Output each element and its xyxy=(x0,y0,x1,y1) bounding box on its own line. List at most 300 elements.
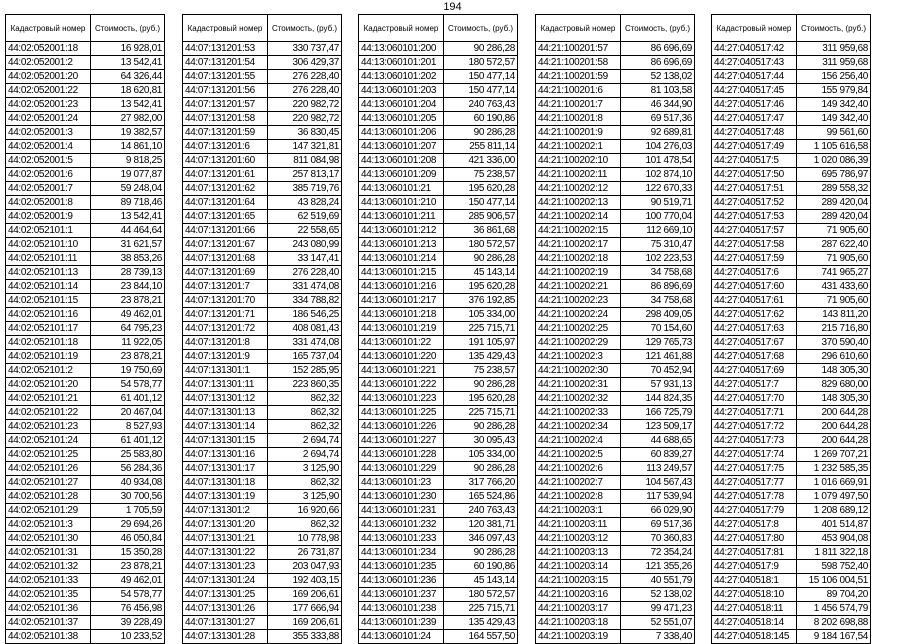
cadastral-number: 44:27:040517:68 xyxy=(712,350,797,364)
table-row xyxy=(6,532,165,546)
table-row xyxy=(183,112,342,126)
cost-value: 220 982,72 xyxy=(268,112,342,126)
table-row xyxy=(6,210,165,224)
cost-value: 90 286,28 xyxy=(444,462,518,476)
table-row xyxy=(359,154,518,168)
cost-value: 1 208 689,12 xyxy=(797,504,871,518)
cost-value: 101 478,54 xyxy=(621,154,695,168)
cadastral-number: 44:13:060101:214 xyxy=(359,252,444,266)
cadastral-number: 44:27:040517:58 xyxy=(712,238,797,252)
cadastral-number: 44:27:040518:1 xyxy=(712,574,797,588)
cadastral-number: 44:27:040517:70 xyxy=(712,392,797,406)
cadastral-number: 44:13:060101:212 xyxy=(359,224,444,238)
table-row xyxy=(536,98,695,112)
cost-value: 57 931,13 xyxy=(621,378,695,392)
cost-value: 39 228,49 xyxy=(91,616,165,630)
cost-value: 92 689,81 xyxy=(621,126,695,140)
cadastral-number: 44:02:052001:2 xyxy=(6,56,91,70)
cost-value: 45 143,14 xyxy=(444,574,518,588)
table-row xyxy=(359,630,518,644)
cost-value: 13 542,41 xyxy=(91,210,165,224)
cost-value: 408 081,43 xyxy=(268,322,342,336)
cadastral-number: 44:27:040518:14 xyxy=(712,616,797,630)
cadastral-number: 44:07:131301:2 xyxy=(183,504,268,518)
cadastral-number: 44:21:100203:19 xyxy=(536,630,621,644)
table-header xyxy=(536,15,695,42)
cadastral-number: 44:21:100201:8 xyxy=(536,112,621,126)
cost-value: 376 192,85 xyxy=(444,294,518,308)
cost-value: 11 922,05 xyxy=(91,336,165,350)
cost-value: 76 456,98 xyxy=(91,602,165,616)
cadastral-number: 44:27:040517:62 xyxy=(712,308,797,322)
cadastral-number: 44:27:040518:10 xyxy=(712,588,797,602)
cadastral-number: 44:27:040517:53 xyxy=(712,210,797,224)
cost-value: 276 228,40 xyxy=(268,70,342,84)
cadastral-number: 44:13:060101:223 xyxy=(359,392,444,406)
cadastral-number: 44:02:052101:13 xyxy=(6,266,91,280)
cost-value: 60 839,27 xyxy=(621,448,695,462)
table-row xyxy=(359,126,518,140)
table-row xyxy=(6,420,165,434)
cadastral-number: 44:27:040517:44 xyxy=(712,70,797,84)
cadastral-number: 44:21:100201:6 xyxy=(536,84,621,98)
table-row xyxy=(183,56,342,70)
cadastral-number: 44:27:040517:51 xyxy=(712,182,797,196)
cadastral-number: 44:07:131201:64 xyxy=(183,196,268,210)
cost-value: 31 621,57 xyxy=(91,238,165,252)
table-row xyxy=(536,392,695,406)
table-row xyxy=(712,70,871,84)
table-row xyxy=(359,280,518,294)
table-row xyxy=(6,154,165,168)
cadastral-number: 44:02:052101:17 xyxy=(6,322,91,336)
table-row xyxy=(712,546,871,560)
table-row xyxy=(6,224,165,238)
cost-value: 104 567,43 xyxy=(621,476,695,490)
table-row xyxy=(6,476,165,490)
table-row xyxy=(6,574,165,588)
cadastral-number: 44:13:060101:24 xyxy=(359,630,444,644)
cost-value: 75 310,47 xyxy=(621,238,695,252)
cost-value: 829 680,00 xyxy=(797,378,871,392)
cost-value: 3 125,90 xyxy=(268,490,342,504)
table-row xyxy=(183,84,342,98)
table-row xyxy=(183,434,342,448)
cost-value: 104 276,03 xyxy=(621,140,695,154)
cost-value: 144 824,35 xyxy=(621,392,695,406)
cost-value: 10 778,98 xyxy=(268,532,342,546)
cadastral-number: 44:27:040517:52 xyxy=(712,196,797,210)
cost-value: 86 696,69 xyxy=(621,56,695,70)
cadastral-number: 44:07:131201:67 xyxy=(183,238,268,252)
cadastral-number: 44:02:052101:10 xyxy=(6,238,91,252)
table-row xyxy=(359,238,518,252)
cost-value: 23 878,21 xyxy=(91,350,165,364)
table-row xyxy=(712,350,871,364)
cadastral-number: 44:02:052101:32 xyxy=(6,560,91,574)
cadastral-number: 44:13:060101:22 xyxy=(359,336,444,350)
cost-value: 38 853,26 xyxy=(91,252,165,266)
table-row xyxy=(712,504,871,518)
table-row xyxy=(712,266,871,280)
cadastral-number: 44:27:040517:7 xyxy=(712,378,797,392)
table-row xyxy=(712,532,871,546)
cadastral-number: 44:21:100201:57 xyxy=(536,42,621,56)
table-row xyxy=(536,154,695,168)
cadastral-number: 44:27:040517:79 xyxy=(712,504,797,518)
cost-value: 19 750,69 xyxy=(91,364,165,378)
table-row xyxy=(359,168,518,182)
cost-value: 148 305,30 xyxy=(797,392,871,406)
cost-value: 75 238,57 xyxy=(444,168,518,182)
cost-value: 453 904,08 xyxy=(797,532,871,546)
table-row xyxy=(536,448,695,462)
table-row xyxy=(712,280,871,294)
table-row xyxy=(359,574,518,588)
cadastral-number: 44:02:052101:1 xyxy=(6,224,91,238)
cost-value: 225 715,71 xyxy=(444,602,518,616)
cadastral-number: 44:07:131201:59 xyxy=(183,126,268,140)
cadastral-number: 44:21:100202:10 xyxy=(536,154,621,168)
table-row xyxy=(536,518,695,532)
cadastral-number: 44:02:052101:31 xyxy=(6,546,91,560)
table-row xyxy=(536,84,695,98)
cadastral-number: 44:07:131201:72 xyxy=(183,322,268,336)
table-row xyxy=(536,434,695,448)
cadastral-number: 44:02:052001:7 xyxy=(6,182,91,196)
table-row xyxy=(359,406,518,420)
cost-value: 61 401,12 xyxy=(91,392,165,406)
cadastral-number: 44:07:131201:65 xyxy=(183,210,268,224)
cost-value: 13 542,41 xyxy=(91,98,165,112)
cadastral-number: 44:02:052001:3 xyxy=(6,126,91,140)
cadastral-number: 44:07:131201:8 xyxy=(183,336,268,350)
cadastral-number: 44:02:052001:20 xyxy=(6,70,91,84)
table-row xyxy=(359,98,518,112)
cadastral-number: 44:21:100202:15 xyxy=(536,224,621,238)
table-row xyxy=(536,70,695,84)
table-row xyxy=(536,490,695,504)
cadastral-number: 44:13:060101:208 xyxy=(359,154,444,168)
cadastral-number: 44:21:100202:32 xyxy=(536,392,621,406)
table-row xyxy=(6,238,165,252)
table-row xyxy=(712,448,871,462)
table-row xyxy=(712,490,871,504)
cadastral-number: 44:27:040517:81 xyxy=(712,546,797,560)
table-row xyxy=(6,322,165,336)
cadastral-number: 44:07:131301:19 xyxy=(183,490,268,504)
cadastral-number: 44:13:060101:217 xyxy=(359,294,444,308)
cadastral-number: 44:13:060101:237 xyxy=(359,588,444,602)
cost-value: 15 106 004,51 xyxy=(797,574,871,588)
cadastral-number: 44:13:060101:23 xyxy=(359,476,444,490)
cost-value: 317 766,20 xyxy=(444,476,518,490)
table-row xyxy=(359,308,518,322)
table-row xyxy=(183,378,342,392)
cost-table-2 xyxy=(182,14,342,644)
cost-value: 49 462,01 xyxy=(91,574,165,588)
table-row xyxy=(183,448,342,462)
cost-value: 243 080,99 xyxy=(268,238,342,252)
table-row xyxy=(183,476,342,490)
cost-table-1 xyxy=(5,14,165,644)
cost-value: 23 878,21 xyxy=(91,560,165,574)
cadastral-number: 44:07:131301:13 xyxy=(183,406,268,420)
table-row xyxy=(359,616,518,630)
cost-value: 289 420,04 xyxy=(797,210,871,224)
cost-value: 225 715,71 xyxy=(444,406,518,420)
column-header-cost: Стоимость, (руб.) xyxy=(797,15,871,42)
table-row xyxy=(6,504,165,518)
cost-value: 177 666,94 xyxy=(268,602,342,616)
cost-value: 741 965,27 xyxy=(797,266,871,280)
cadastral-number: 44:27:040517:47 xyxy=(712,112,797,126)
cost-value: 811 084,98 xyxy=(268,154,342,168)
cost-value: 1 079 497,50 xyxy=(797,490,871,504)
cadastral-number: 44:21:100201:59 xyxy=(536,70,621,84)
cadastral-number: 44:21:100203:14 xyxy=(536,560,621,574)
cost-value: 862,32 xyxy=(268,406,342,420)
table-row xyxy=(536,560,695,574)
table-row xyxy=(712,42,871,56)
cost-value: 90 286,28 xyxy=(444,252,518,266)
cadastral-number: 44:13:060101:210 xyxy=(359,196,444,210)
table-row xyxy=(183,574,342,588)
cadastral-number: 44:13:060101:222 xyxy=(359,378,444,392)
table-row xyxy=(712,420,871,434)
table-row xyxy=(712,224,871,238)
cost-value: 287 622,40 xyxy=(797,238,871,252)
cadastral-number: 44:21:100202:5 xyxy=(536,448,621,462)
cost-value: 150 477,14 xyxy=(444,84,518,98)
cost-value: 200 644,28 xyxy=(797,434,871,448)
cadastral-number: 44:07:131301:24 xyxy=(183,574,268,588)
table-row xyxy=(183,252,342,266)
cadastral-number: 44:02:052001:4 xyxy=(6,140,91,154)
cost-value: 29 694,26 xyxy=(91,518,165,532)
table-row xyxy=(712,308,871,322)
cost-value: 40 551,79 xyxy=(621,574,695,588)
cadastral-number: 44:21:100202:21 xyxy=(536,280,621,294)
cost-value: 102 223,53 xyxy=(621,252,695,266)
cadastral-number: 44:02:052101:27 xyxy=(6,476,91,490)
cost-value: 385 719,76 xyxy=(268,182,342,196)
table-row xyxy=(183,280,342,294)
cadastral-number: 44:21:100203:13 xyxy=(536,546,621,560)
cadastral-number: 44:27:040518:11 xyxy=(712,602,797,616)
table-row xyxy=(183,182,342,196)
table-row xyxy=(536,406,695,420)
table-header xyxy=(6,15,165,42)
cost-value: 13 542,41 xyxy=(91,56,165,70)
cadastral-number: 44:02:052101:2 xyxy=(6,364,91,378)
table-row xyxy=(183,392,342,406)
table-row xyxy=(359,252,518,266)
table-row xyxy=(6,98,165,112)
cadastral-number: 44:07:131301:11 xyxy=(183,378,268,392)
cost-value: 44 464,64 xyxy=(91,224,165,238)
cost-value: 52 138,02 xyxy=(621,70,695,84)
cost-value: 23 878,21 xyxy=(91,294,165,308)
table-row xyxy=(536,616,695,630)
cadastral-number: 44:02:052001:24 xyxy=(6,112,91,126)
cost-value: 117 539,94 xyxy=(621,490,695,504)
cost-value: 220 982,72 xyxy=(268,98,342,112)
table-row xyxy=(183,532,342,546)
cost-value: 70 360,83 xyxy=(621,532,695,546)
cost-value: 16 920,66 xyxy=(268,504,342,518)
table-row xyxy=(359,336,518,350)
table-row xyxy=(6,294,165,308)
table-row xyxy=(6,560,165,574)
table-row xyxy=(536,126,695,140)
cost-value: 192 403,15 xyxy=(268,574,342,588)
cadastral-number: 44:07:131201:58 xyxy=(183,112,268,126)
cadastral-number: 44:21:100203:12 xyxy=(536,532,621,546)
table-row xyxy=(536,532,695,546)
cost-value: 90 286,28 xyxy=(444,378,518,392)
cost-value: 298 409,05 xyxy=(621,308,695,322)
table-row xyxy=(6,434,165,448)
table-row xyxy=(6,182,165,196)
cost-value: 45 143,14 xyxy=(444,266,518,280)
table-row xyxy=(183,588,342,602)
cost-value: 3 125,90 xyxy=(268,462,342,476)
table-row xyxy=(183,546,342,560)
cadastral-number: 44:27:040517:78 xyxy=(712,490,797,504)
cadastral-number: 44:02:052101:26 xyxy=(6,462,91,476)
cost-value: 8 202 698,88 xyxy=(797,616,871,630)
cadastral-number: 44:21:100202:4 xyxy=(536,434,621,448)
table-row xyxy=(6,308,165,322)
cadastral-number: 44:21:100202:3 xyxy=(536,350,621,364)
cadastral-number: 44:02:052101:18 xyxy=(6,336,91,350)
table-row xyxy=(359,546,518,560)
cost-value: 86 696,69 xyxy=(621,42,695,56)
cost-table-4 xyxy=(535,14,695,644)
cadastral-number: 44:07:131201:61 xyxy=(183,168,268,182)
cadastral-number: 44:27:040517:43 xyxy=(712,56,797,70)
table-row xyxy=(359,182,518,196)
cost-value: 276 228,40 xyxy=(268,266,342,280)
cadastral-number: 44:13:060101:236 xyxy=(359,574,444,588)
cadastral-number: 44:02:052101:22 xyxy=(6,406,91,420)
table-row xyxy=(359,490,518,504)
cadastral-number: 44:02:052101:25 xyxy=(6,448,91,462)
cadastral-number: 44:21:100203:16 xyxy=(536,588,621,602)
table-row xyxy=(359,462,518,476)
table-header xyxy=(359,15,518,42)
cadastral-number: 44:27:040517:6 xyxy=(712,266,797,280)
cadastral-number: 44:21:100202:18 xyxy=(536,252,621,266)
cost-value: 147 321,81 xyxy=(268,140,342,154)
cadastral-number: 44:27:040517:75 xyxy=(712,462,797,476)
cadastral-number: 44:02:052001:8 xyxy=(6,196,91,210)
cost-value: 311 959,68 xyxy=(797,56,871,70)
column-header-cost: Стоимость, (руб.) xyxy=(621,15,695,42)
cost-value: 16 928,01 xyxy=(91,42,165,56)
cadastral-number: 44:21:100203:18 xyxy=(536,616,621,630)
cost-value: 276 228,40 xyxy=(268,84,342,98)
table-row xyxy=(359,434,518,448)
table-row xyxy=(536,238,695,252)
cost-value: 72 354,24 xyxy=(621,546,695,560)
table-row xyxy=(536,350,695,364)
cost-value: 296 610,60 xyxy=(797,350,871,364)
cost-value: 10 233,52 xyxy=(91,630,165,644)
cadastral-number: 44:07:131201:66 xyxy=(183,224,268,238)
cost-value: 30 700,56 xyxy=(91,490,165,504)
cost-value: 421 336,00 xyxy=(444,154,518,168)
table-row xyxy=(183,224,342,238)
cost-value: 56 284,36 xyxy=(91,462,165,476)
cost-value: 52 551,07 xyxy=(621,616,695,630)
cadastral-number: 44:07:131301:17 xyxy=(183,462,268,476)
cadastral-number: 44:21:100202:17 xyxy=(536,238,621,252)
cadastral-number: 44:13:060101:227 xyxy=(359,434,444,448)
cadastral-number: 44:21:100203:17 xyxy=(536,602,621,616)
cadastral-number: 44:02:052101:38 xyxy=(6,630,91,644)
cost-value: 289 420,04 xyxy=(797,196,871,210)
table-row xyxy=(6,56,165,70)
cadastral-number: 44:02:052101:23 xyxy=(6,420,91,434)
cadastral-number: 44:13:060101:229 xyxy=(359,462,444,476)
cost-value: 100 770,04 xyxy=(621,210,695,224)
table-row xyxy=(536,630,695,644)
cost-value: 191 105,97 xyxy=(444,336,518,350)
cost-value: 1 105 616,58 xyxy=(797,140,871,154)
cost-table-5 xyxy=(711,14,871,644)
cost-value: 75 238,57 xyxy=(444,364,518,378)
table-row xyxy=(712,140,871,154)
table-row xyxy=(712,602,871,616)
cadastral-number: 44:13:060101:221 xyxy=(359,364,444,378)
cadastral-number: 44:21:100202:24 xyxy=(536,308,621,322)
cost-value: 62 519,69 xyxy=(268,210,342,224)
cadastral-number: 44:13:060101:209 xyxy=(359,168,444,182)
cadastral-number: 44:27:040517:5 xyxy=(712,154,797,168)
cost-value: 33 147,41 xyxy=(268,252,342,266)
cadastral-number: 44:02:052101:35 xyxy=(6,588,91,602)
cadastral-number: 44:02:052101:29 xyxy=(6,504,91,518)
table-row xyxy=(6,252,165,266)
cost-value: 28 739,13 xyxy=(91,266,165,280)
cost-value: 112 669,10 xyxy=(621,224,695,238)
cadastral-number: 44:21:100203:11 xyxy=(536,518,621,532)
table-row xyxy=(536,294,695,308)
table-row xyxy=(359,602,518,616)
column-header-cadastral: Кадастровый номер xyxy=(712,15,797,42)
table-row xyxy=(359,448,518,462)
cadastral-number: 44:21:100202:1 xyxy=(536,140,621,154)
cadastral-number: 44:13:060101:216 xyxy=(359,280,444,294)
cost-value: 60 190,86 xyxy=(444,112,518,126)
table-row xyxy=(712,462,871,476)
cadastral-number: 44:13:060101:226 xyxy=(359,420,444,434)
cost-value: 89 718,46 xyxy=(91,196,165,210)
table-row xyxy=(712,98,871,112)
cost-value: 66 029,90 xyxy=(621,504,695,518)
table-row xyxy=(183,168,342,182)
cadastral-number: 44:13:060101:206 xyxy=(359,126,444,140)
cost-value: 598 752,40 xyxy=(797,560,871,574)
cadastral-number: 44:02:052101:21 xyxy=(6,392,91,406)
table-row xyxy=(359,56,518,70)
cost-value: 15 350,28 xyxy=(91,546,165,560)
table-row xyxy=(536,266,695,280)
table-row xyxy=(712,630,871,644)
cost-value: 180 572,57 xyxy=(444,588,518,602)
